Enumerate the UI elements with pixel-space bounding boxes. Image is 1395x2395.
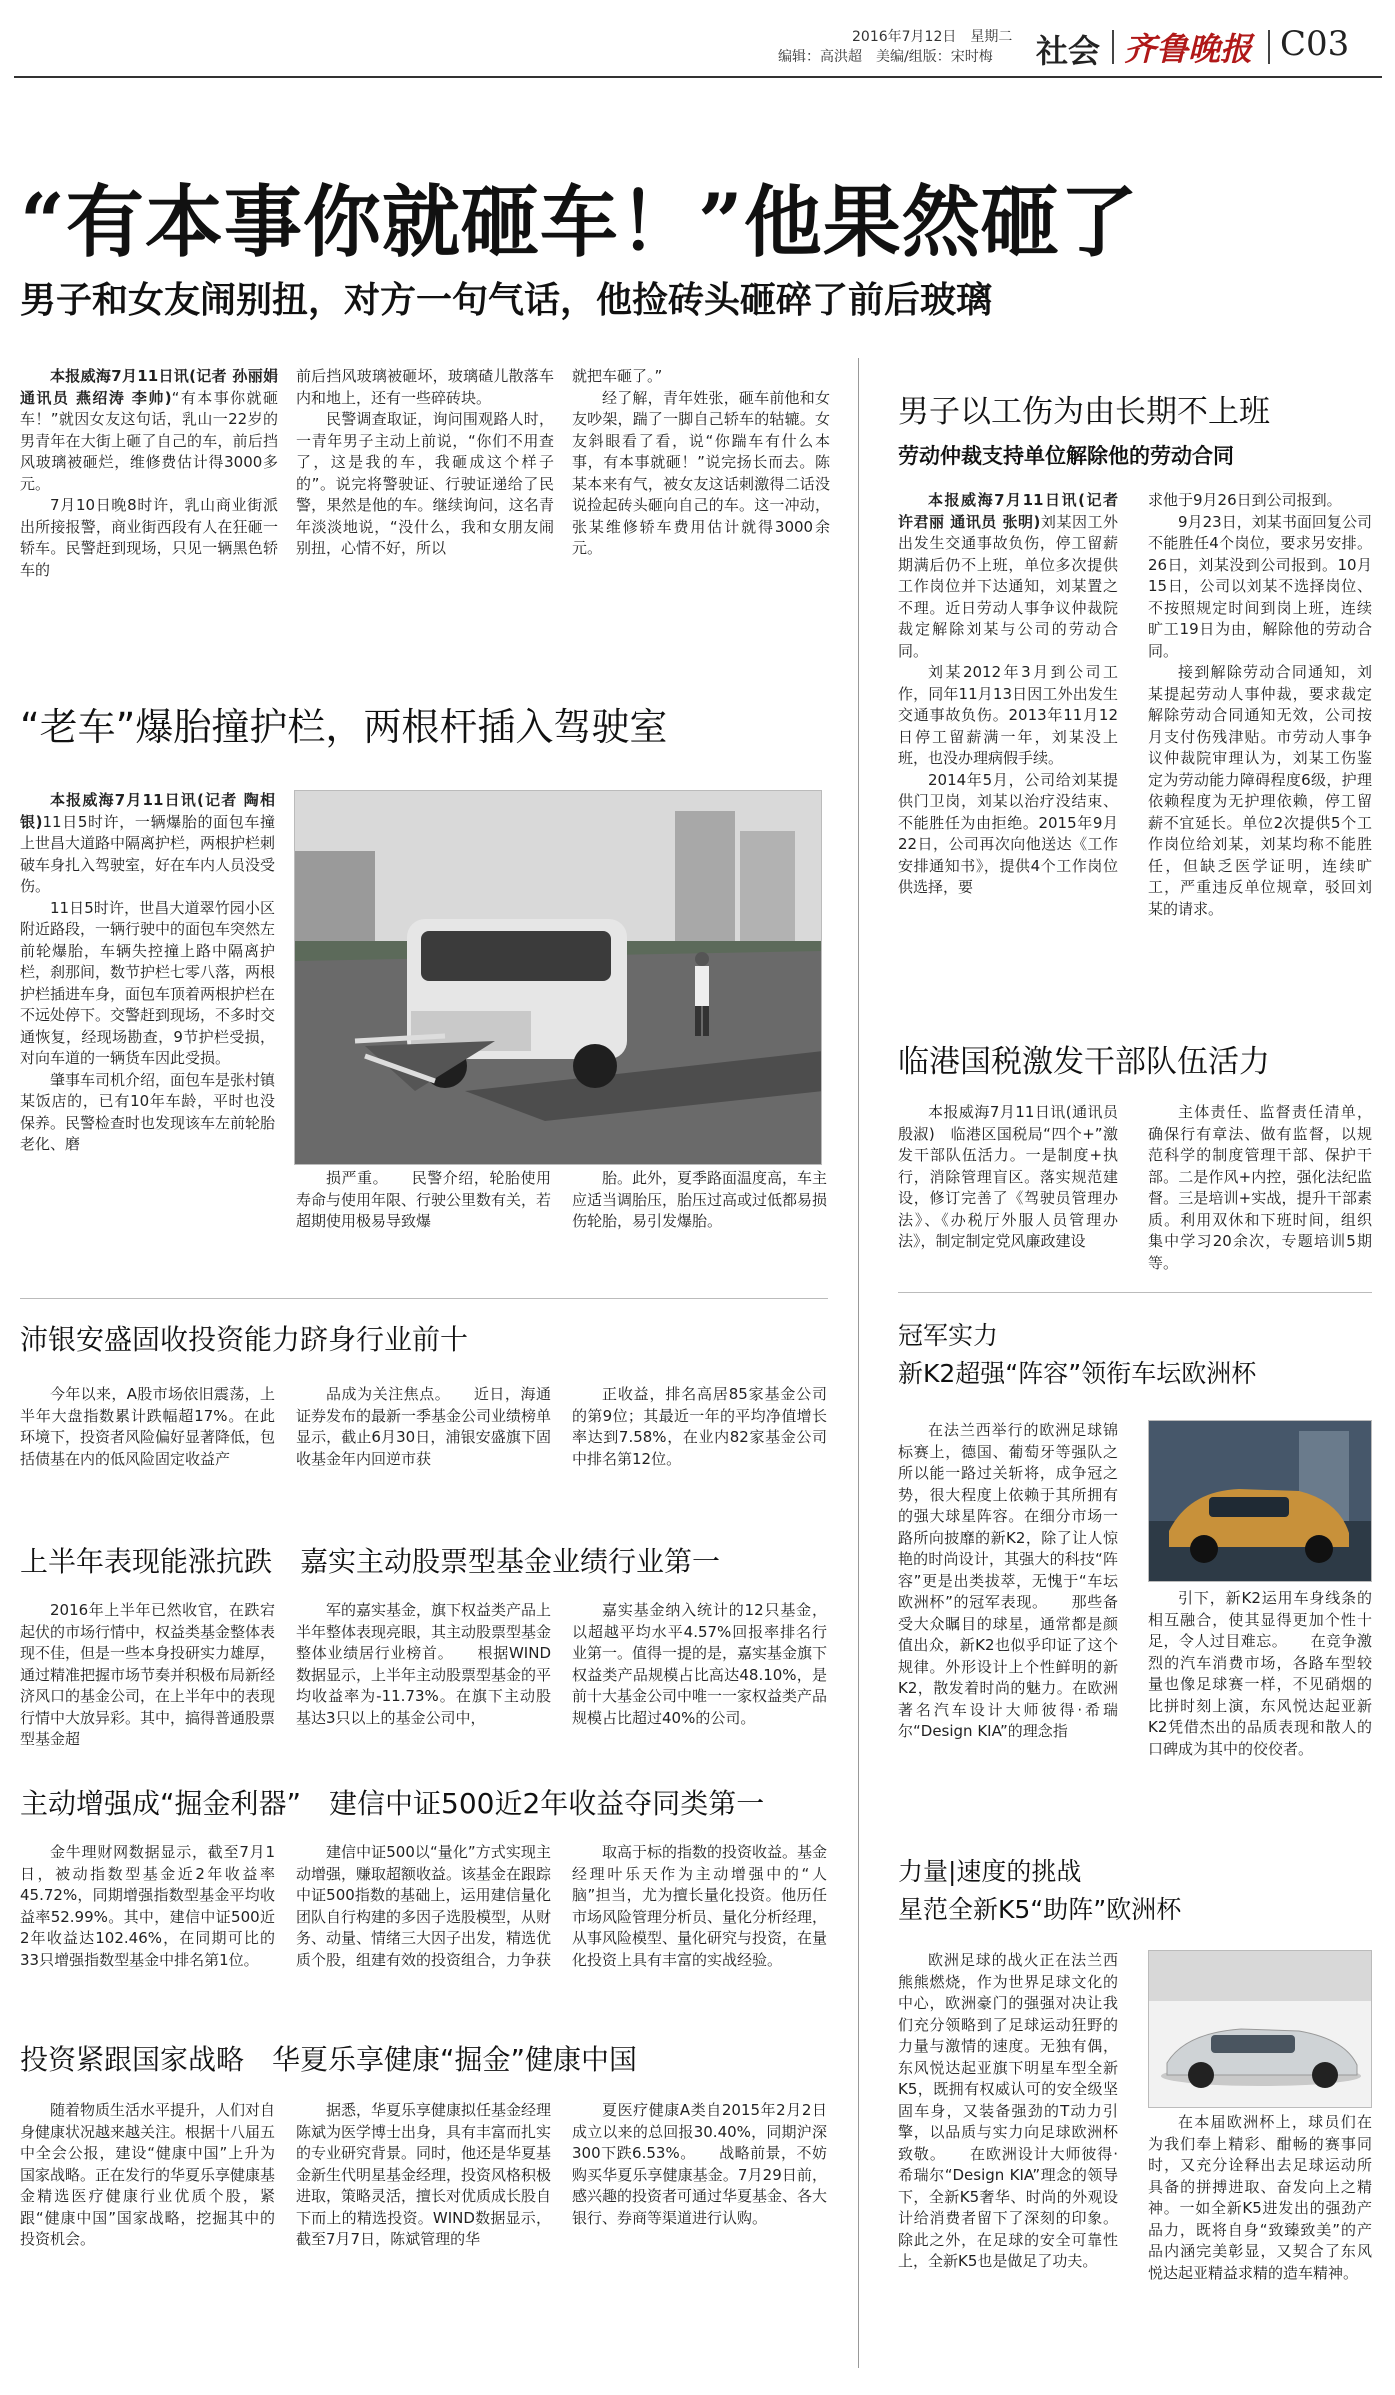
right1-paragraph: 刘某因工外出发生交通事故负伤，停工留薪期满后仍不上班，单位多次提供工作岗位并下达通知，刘某置之不理。近日劳动人事争议仲裁院裁定解除刘某与公司的劳动合同。	[898, 512, 1118, 660]
fin1-headline: 沛银安盛固收投资能力跻身行业前十	[20, 1323, 469, 1356]
lead-headline: “有本事你就砸车！”他果然砸了	[20, 177, 1139, 268]
fin4-column-1: 随着物质生活水平提升，人们对自身健康状况越来越关注。根据十八届五中全会公报，建设“健康中国”上升为国家战略。正在发行的华夏乐享健康基金精选医疗健康行业优质个股，紧跟“健康中国”国家战略，挖掘其中的投资机会。	[20, 2101, 276, 2248]
fin3-column-1: 金牛理财网数据显示，截至7月1日，被动指数型基金近2年收益率45.72%，同期增强指数型基金平均收益率52.99%。其中，建信中证500近2年收益达102.46%，在同期可比的33只增强指数型基金中排名第1位。	[20, 1843, 275, 1969]
section-name: 社会	[1036, 32, 1101, 70]
right1-paragraph: 9月23日，刘某书面回复公司不能胜任4个岗位，要求另安排。26日，刘某没到公司报到。10月15日，公司以刘某不选择岗位、不按照规定时间到岗上班，连续旷工19日为由，解除他的劳动合同。	[1148, 512, 1372, 660]
fin3-column-2: 建信中证500以“量化”方式实现主动增强，赚取超额收益。该基金在跟踪中证500指数的基础上，运用建信量化团队自行构建的多因子选股模型，从财务、动量、情绪三大因子出发，精选优质个股，组建有效的投资组合，力争获	[296, 1843, 552, 1969]
lead-subheadline: 男子和女友闹别扭，对方一句气话，他捡砖头砸碎了前后玻璃	[20, 280, 993, 321]
story2-column-2: 损严重。 民警介绍，轮胎使用寿命与使用年限、行驶公里数有关，若超期使用极易导致爆	[296, 1169, 552, 1230]
auto1-column-2: 引下，新K2运用车身线条的相互融合，使其显得更加个性十足，令人过目难忘。 在竞争激烈的汽车消费市场，各路车型较量也像足球赛一样，不见硝烟的比拼时刻上演，东风悦达起亚新K2凭借杰出的品质表现和散人的口碑成为其中的佼佼者。	[1148, 1589, 1372, 1758]
lead-paragraph: 就把车砸了。”	[572, 367, 663, 385]
lead-paragraph: 前后挡风玻璃被砸坏，玻璃碴儿散落车内和地上，还有一些碎砖块。	[296, 367, 554, 407]
fin2-headline: 上半年表现能涨抗跌 嘉实主动股票型基金业绩行业第一	[20, 1545, 721, 1578]
story2-paragraph: 肇事车司机介绍，面包车是张村镇某饭店的，已有10年车龄，平时也没保养。民警检查时也发现该车左前轮胎老化、磨	[20, 1070, 276, 1153]
lead-paragraph: 经了解，青年姓张，砸车前他和女友吵架，踹了一脚自己轿车的轱辘。女友斜眼看了看，说“你踹车有什么本事，有本事就砸！”说完扬长而去。陈某本来有气，被女友这话刺激得二话没说捡起砖头砸向自己的车。这一冲动，张某维修轿车费用估计就得3000余元。	[572, 388, 830, 557]
auto2-headline: 星范全新K5“助阵”欧洲杯	[898, 1895, 1182, 1924]
auto1-headline: 新K2超强“阵容”领衔车坛欧洲杯	[898, 1359, 1257, 1388]
fin4-column-2: 据悉，华夏乐享健康拟任基金经理陈斌为医学博士出身，具有丰富而扎实的专业研究背景。同时，他还是华夏基金新生代明星基金经理，投资风格积极进取，策略灵活，擅长对优质成长股自下而上的精选投资。WIND数据显示，截至7月7日，陈斌管理的华	[296, 2101, 552, 2248]
auto2-kicker: 力量|速度的挑战	[898, 1857, 1082, 1886]
issue-date: 2016年7月12日 星期二	[852, 29, 1013, 45]
editor-credits: 编辑：高洪超 美编/组版：宋时梅	[778, 49, 993, 65]
lead-byline: 本报威海7月11日讯(记者 孙丽娟 通讯员 燕绍涛 李帅)	[20, 367, 278, 407]
right1-column-1	[898, 490, 1118, 899]
story2-paragraph: 11日5时许，世昌大道翠竹园小区附近路段，一辆行驶中的面包车突然左前轮爆胎，车辆失控撞上路中隔离护栏，刹那间，数节护栏七零八落，两根护栏插进车身，面包车顶着两根护栏在不远处停下。交警赶到现场，不多时交通恢复，经现场勘查，9节护栏受损，对向车道的一辆货车因此受损。	[20, 898, 276, 1067]
right1-column-2	[1148, 490, 1372, 920]
story2-headline: “老车”爆胎撞护栏，两根杆插入驾驶室	[20, 705, 668, 749]
fin2-column-1: 2016年上半年已然收官，在跌宕起伏的市场行情中，权益类基金整体表现不佳，但是一些本身投研实力雄厚，通过精准把握市场节奏并积极布局新经济风口的基金公司，在上半年中的表现行情中大放异彩。其中，搞得普通股票型基金超	[20, 1601, 276, 1748]
auto1-kicker: 冠军实力	[898, 1321, 999, 1350]
masthead-rule	[14, 76, 1382, 78]
story2-column-3: 胎。此外，夏季路面温度高，车主应适当调胎压，胎压过高或过低都易损伤轮胎，易引发爆胎。	[572, 1169, 828, 1230]
story2-column-1	[20, 790, 275, 1156]
right1-paragraph: 接到解除劳动合同通知，刘某提起劳动人事仲裁，要求裁定解除劳动合同通知无效，公司按月支付伤残津贴。市劳动人事争议仲裁院审理认为，刘某工伤鉴定为劳动能力障碍程度6级，护理依赖程度为无护理依赖，停工留薪不宜延长。单位2次提供5个工作岗位给刘某，刘某均称不能胜任，但缺乏医学证明，连续旷工，严重违反单位规章，驳回刘某的请求。	[1148, 663, 1372, 918]
fin3-column-3: 取高于标的指数的投资收益。基金经理叶乐天作为主动增强中的“人脑”担当，尤为擅长量化投资。他历任市场风险管理分析员、量化分析经理，从事风险模型、量化研究与投资，在量化投资上具有丰富的实战经验。	[572, 1843, 828, 1969]
column-divider	[858, 358, 859, 2368]
fin1-column-3: 正收益，排名高居85家基金公司的第9位；其最近一年的平均净值增长率达到7.58%，在业内82家基金公司中排名第12位。	[572, 1385, 827, 1468]
story2-paragraph: 11日5时许，一辆爆胎的面包车撞上世昌大道路中隔离护栏，两根护栏刺破车身扎入驾驶室，好在车内人员没受伤。	[20, 812, 276, 895]
k2-car-photo	[1148, 1420, 1372, 1582]
fin2-column-2: 军的嘉实基金，旗下权益类产品上半年整体表现亮眼，其主动股票型基金整体业绩居行业榜首。 根据WIND数据显示，上半年主动股票型基金的平均收益率为-11.73%。在旗下主动股基达3只以上的基金公司中，	[296, 1601, 552, 1727]
auto1-column-1: 在法兰西举行的欧洲足球锦标赛上，德国、葡萄牙等强队之所以能一路过关斩将，成争冠之势，很大程度上依赖于其所拥有的强大球星阵容。在细分市场一路所向披靡的新K2，除了让人惊艳的时尚设计，其强大的科技“阵容”更是出类拔萃，无愧于“车坛欧洲杯”的冠军表现。 那些备受大众瞩目的球星，通常都是颜值出众，新K2也似乎印证了这个规律。外形设计上个性鲜明的新K2，散发着时尚的魅力。在欧洲著名汽车设计大师彼得·希瑞尔“Design KIA”的理念指	[898, 1421, 1118, 1740]
lead-column-3	[572, 366, 830, 560]
lead-paragraph: 7月10日晚8时许，乳山商业街派出所接报警，商业街西段有人在狂砸一轿车。民警赶到现场，只见一辆黑色轿车的	[20, 496, 278, 579]
masthead-divider	[1268, 30, 1270, 64]
right1-paragraph: 求他于9月26日到公司报到。	[1148, 491, 1342, 509]
fin3-headline: 主动增强成“掘金利器” 建信中证500近2年收益夺同类第一	[20, 1787, 765, 1820]
fin1-column-2: 品成为关注焦点。 近日，海通证券发布的最新一季基金公司业绩榜单显示，截止6月30日，浦银安盛旗下固收基金年内回逆市获	[296, 1385, 552, 1468]
right1-paragraph: 刘某2012年3月到公司工作，同年11月13日因工外出发生交通事故负伤。2013年11月12日停工留薪满一年，刘某没上班，也没办理病假手续。	[898, 663, 1118, 767]
fin1-column-1: 今年以来，A股市场依旧震荡，上半年大盘指数累计跌幅超17%。在此环境下，投资者风险偏好显著降低，包括债基在内的低风险固定收益产	[20, 1385, 276, 1468]
right2-column-1: 本报威海7月11日讯(通讯员 殷淑) 临港区国税局“四个+”激发干部队伍活力。一是制度+执行，消除管理盲区。落实规范建设，修订完善了《驾驶员管理办法》、《办税厅外服人员管理办法》，制定制定党风廉政建设	[898, 1103, 1118, 1250]
fin2-column-3: 嘉实基金纳入统计的12只基金，以超越平均水平4.57%回报率排名行业第一。值得一提的是，嘉实基金旗下权益类产品规模占比高达48.10%，是前十大基金公司中唯一一家权益类产品规模占比超过40%的公司。	[572, 1601, 828, 1727]
auto2-column-1: 欧洲足球的战火正在法兰西熊熊燃烧，作为世界足球文化的中心，欧洲豪门的强强对决让我们充分领略到了足球运动狂野的力量与激情的速度。无独有偶，东风悦达起亚旗下明星车型全新K5，既拥有权威认可的安全级坚固车身，又装备强劲的T动力引擎，以品质与实力向足球欧洲杯致敬。 在欧洲设计大师彼得·希瑞尔“Design KIA”理念的领导下，全新K5奢华、时尚的外观设计给消费者留下了深刻的印象。除此之外，在足球的安全可靠性上，全新K5也是做足了功夫。	[898, 1951, 1118, 2270]
right1-headline: 男子以工伤为由长期不上班	[898, 394, 1270, 430]
right1-paragraph: 2014年5月，公司给刘某提供门卫岗，刘某以治疗没结束、不能胜任为由拒绝。2015年9月22日，公司再次向他送达《工作安排通知书》，提供4个工作岗位供选择，要	[898, 770, 1118, 896]
fin4-headline: 投资紧跟国家战略 华夏乐享健康“掘金”健康中国	[20, 2043, 638, 2076]
lead-column-2	[296, 366, 554, 560]
lead-paragraph: “有本事你就砸车！”就因女友这句话，乳山一22岁的男青年在大街上砸了自己的车，前后挡风玻璃被砸烂，维修费估计得3000多元。	[20, 388, 278, 493]
right1-byline: 本报威海7月11日讯(记者 许君丽 通讯员 张明)	[898, 491, 1118, 531]
k5-car-photo	[1148, 1950, 1372, 2108]
lead-column-1	[20, 366, 278, 581]
story2-byline: 本报威海7月11日讯(记者 陶相银)	[20, 791, 275, 831]
fin4-column-3: 夏医疗健康A类自2015年2月2日成立以来的总回报30.40%，同期沪深300下跌6.53%。 战略前景，不妨购买华夏乐享健康基金。7月29日前，感兴趣的投资者可通过华夏基金、各大银行、券商等渠道进行认购。	[572, 2101, 828, 2227]
page-number: C03	[1280, 24, 1350, 64]
auto2-column-2: 在本届欧洲杯上，球员们在为我们奉上精彩、酣畅的赛事同时，又充分诠释出去足球运动所具备的拼搏进取、奋发向上之精神。一如全新K5进发出的强劲产品力，既将自身“致臻致美”的产品内涵完美彰显，又契合了东风悦达起亚精益求精的造车精神。	[1148, 2113, 1372, 2282]
section-rule	[20, 1298, 828, 1299]
newspaper-logo: 齐鲁晚报	[1124, 30, 1253, 68]
section-rule	[898, 1292, 1372, 1293]
right2-headline: 临港国税激发干部队伍活力	[898, 1044, 1270, 1080]
lead-paragraph: 民警调查取证，询问围观路人时，一青年男子主动上前说，“你们不用查了，这是我的车，我砸成这个样子的”。说完将警驶证、行驶证递给了民警，果然是他的车。继续询问，这名青年淡淡地说，“没什么，我和女朋友闹别扭，心情不好，所以	[296, 410, 554, 557]
right2-column-2: 主体责任、监督责任清单，确保行有章法、做有监督，以规范科学的制度管理干部、保护干部。二是作风+内控，强化法纪监督。三是培训+实战，提升干部素质。利用双休和下班时间，组织集中学习20余次，专题培训5期等。	[1148, 1103, 1372, 1272]
crashed-van-photo	[294, 790, 822, 1165]
masthead-divider	[1112, 30, 1114, 64]
right1-subheadline: 劳动仲裁支持单位解除他的劳动合同	[898, 444, 1234, 468]
